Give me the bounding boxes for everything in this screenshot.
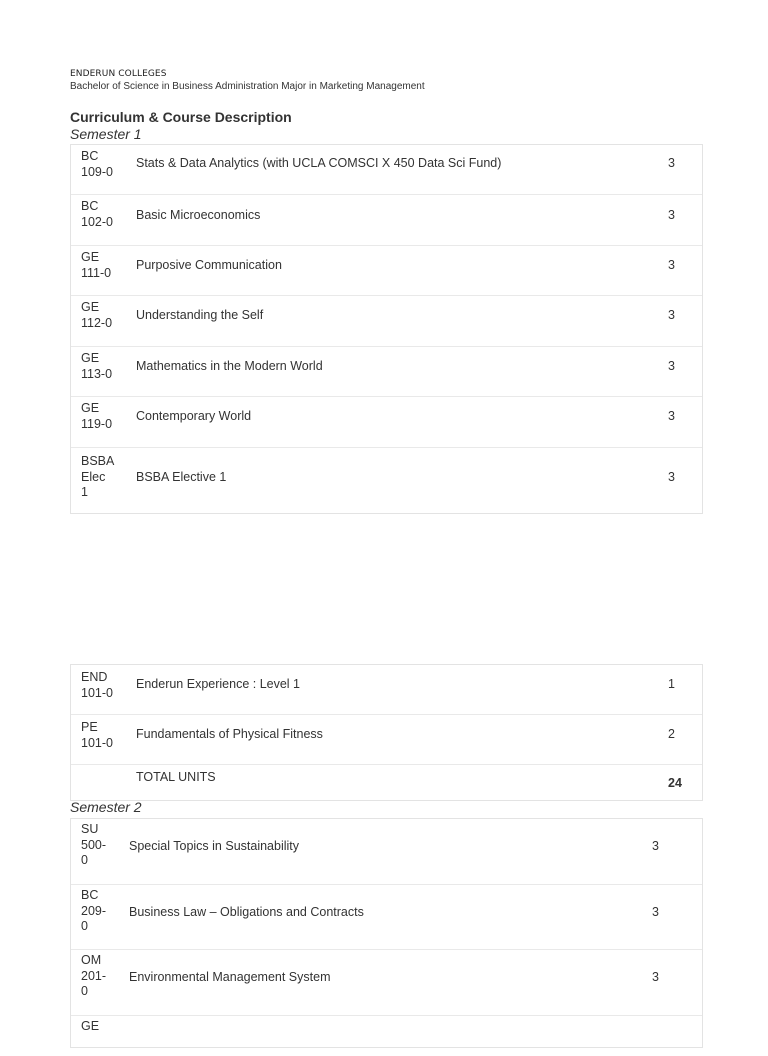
table-row (71, 665, 702, 715)
table-row (71, 715, 702, 765)
course-units: 3 (652, 905, 659, 919)
table-row (71, 296, 702, 347)
course-code: BC 209- 0 (81, 888, 107, 933)
semester-1-course-table-continued (70, 664, 703, 801)
course-name: Purposive Communication (136, 258, 282, 272)
course-units: 3 (668, 308, 675, 322)
course-units: 3 (668, 258, 675, 272)
course-code: GE 113-0 (81, 351, 113, 381)
program-name: Bachelor of Science in Business Administration Major in Marketing Management (70, 81, 425, 92)
course-code: GE 111-0 (81, 250, 112, 280)
table-row (71, 145, 702, 195)
total-units-label: TOTAL UNITS (136, 770, 216, 784)
course-code: END 101-0 (81, 670, 113, 700)
course-name: Enderun Experience : Level 1 (136, 677, 300, 691)
course-code: OM 201- 0 (81, 953, 107, 998)
course-name: Mathematics in the Modern World (136, 359, 323, 373)
total-row (71, 765, 702, 802)
table-row (71, 1016, 702, 1056)
table-row (71, 195, 702, 246)
table-row (71, 246, 702, 296)
course-units: 3 (652, 839, 659, 853)
course-code: PE 101-0 (81, 720, 113, 750)
course-name: Special Topics in Sustainability (129, 839, 300, 853)
table-row (71, 448, 702, 515)
course-units: 3 (668, 409, 675, 423)
semester-1-course-table (70, 144, 703, 514)
course-units: 3 (652, 970, 659, 984)
course-name: BSBA Elective 1 (136, 470, 227, 484)
course-name: Environmental Management System (129, 970, 331, 984)
document-title: Curriculum & Course Description (70, 109, 292, 125)
course-code: BSBA Elec 1 (81, 454, 115, 499)
course-units: 3 (668, 156, 675, 170)
course-name: Contemporary World (136, 409, 252, 423)
table-row (71, 347, 702, 397)
course-units: 2 (668, 727, 675, 741)
course-code: BC 109-0 (81, 149, 113, 179)
course-code: GE 119-0 (81, 401, 113, 431)
table-row (71, 397, 702, 448)
table-row (71, 950, 702, 1016)
course-name: Stats & Data Analytics (with UCLA COMSCI X 450 Data Sci Fund) (136, 156, 502, 170)
course-name: Basic Microeconomics (136, 208, 261, 222)
table-row (71, 885, 702, 950)
semester-2-label: Semester 2 (70, 799, 142, 815)
semester-1-label: Semester 1 (70, 126, 142, 142)
course-units: 3 (668, 470, 675, 484)
course-units: 1 (668, 677, 675, 691)
table-row (71, 819, 702, 885)
school-name: ENDERUN COLLEGES (70, 69, 167, 79)
course-code: BC 102-0 (81, 199, 113, 229)
semester-2-course-table (70, 818, 703, 1048)
course-name: Fundamentals of Physical Fitness (136, 727, 323, 741)
course-name: Understanding the Self (136, 308, 264, 322)
course-units: 3 (668, 208, 675, 222)
course-code: GE 112-0 (81, 300, 113, 330)
course-code: GE (81, 1019, 100, 1033)
course-name: Business Law – Obligations and Contracts (129, 905, 364, 919)
course-units: 3 (668, 359, 675, 373)
total-units-value: 24 (668, 776, 682, 790)
course-code: SU 500- 0 (81, 822, 107, 867)
